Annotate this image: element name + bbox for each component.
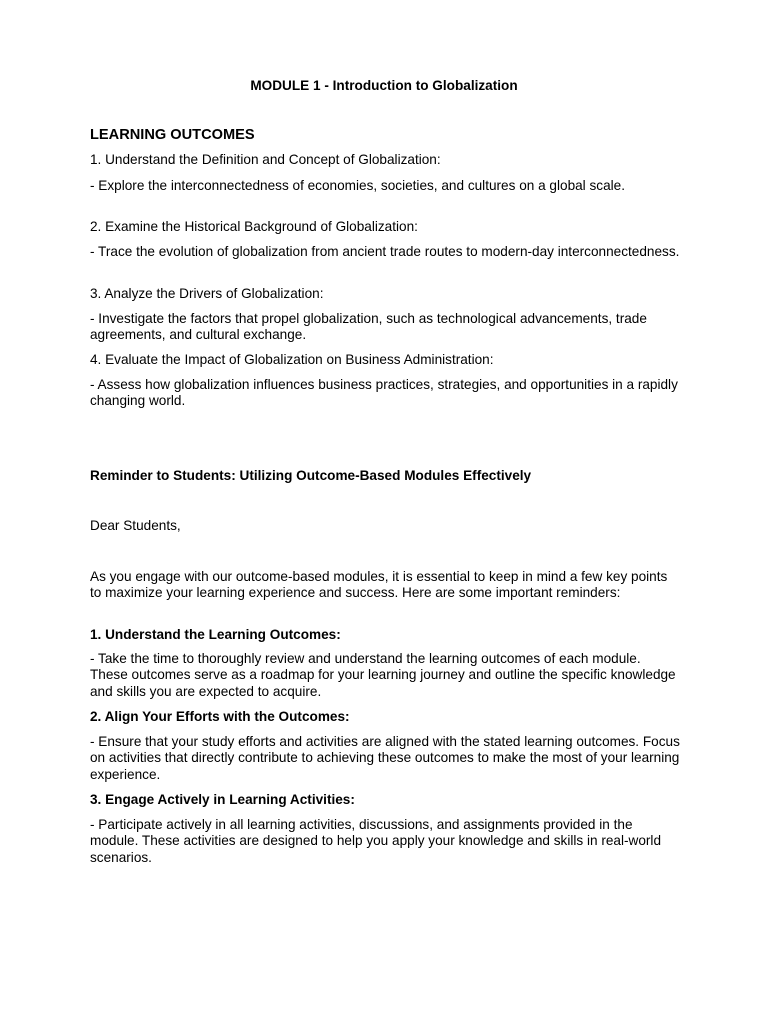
learning-outcomes-heading: LEARNING OUTCOMES bbox=[90, 127, 255, 143]
outcome-point-1: 1. Understand the Definition and Concept of Globalization: bbox=[90, 152, 441, 167]
reminder-detail-3: - Participate actively in all learning activities, discussions, and assignments provided in the module. These activities are designed to help you apply your knowledge and skills in real-world scenarios. bbox=[90, 817, 662, 865]
outcome-detail-1: - Explore the interconnectedness of economies, societies, and cultures on a global scale. bbox=[90, 178, 625, 193]
page-title: MODULE 1 - Introduction to Globalization bbox=[250, 78, 518, 93]
outcome-detail-4: - Assess how globalization influences business practices, strategies, and opportunities in a rapidly changing world. bbox=[90, 377, 678, 409]
reminder-point-3: 3. Engage Actively in Learning Activities: bbox=[90, 792, 355, 807]
outcome-point-3: 3. Analyze the Drivers of Globalization: bbox=[90, 286, 324, 301]
reminder-point-1: 1. Understand the Learning Outcomes: bbox=[90, 627, 341, 642]
reminder-intro: As you engage with our outcome-based modules, it is essential to keep in mind a few key points to maximize your learning experience and success. Here are some important reminders: bbox=[90, 569, 668, 601]
reminder-detail-1: - Take the time to thoroughly review and understand the learning outcomes of each module. These outcomes serve as a roadmap for your learning journey and outline the specific knowledge and skills you are expected to acquire. bbox=[90, 651, 676, 699]
outcome-detail-3: - Investigate the factors that propel globalization, such as technological advancements, trade agreements, and cultural exchange. bbox=[90, 311, 647, 343]
outcome-point-2: 2. Examine the Historical Background of Globalization: bbox=[90, 219, 418, 234]
salutation: Dear Students, bbox=[90, 518, 181, 533]
reminder-heading: Reminder to Students: Utilizing Outcome-Based Modules Effectively bbox=[90, 468, 532, 483]
outcome-detail-2: - Trace the evolution of globalization from ancient trade routes to modern-day interconnectedness. bbox=[90, 244, 680, 259]
reminder-point-2: 2. Align Your Efforts with the Outcomes: bbox=[90, 709, 350, 724]
reminder-detail-2: - Ensure that your study efforts and activities are aligned with the stated learning outcomes. Focus on activities that directly contribute to achieving these outcomes to make the most of your learning experience. bbox=[90, 734, 680, 782]
outcome-point-4: 4. Evaluate the Impact of Globalization on Business Administration: bbox=[90, 352, 494, 367]
